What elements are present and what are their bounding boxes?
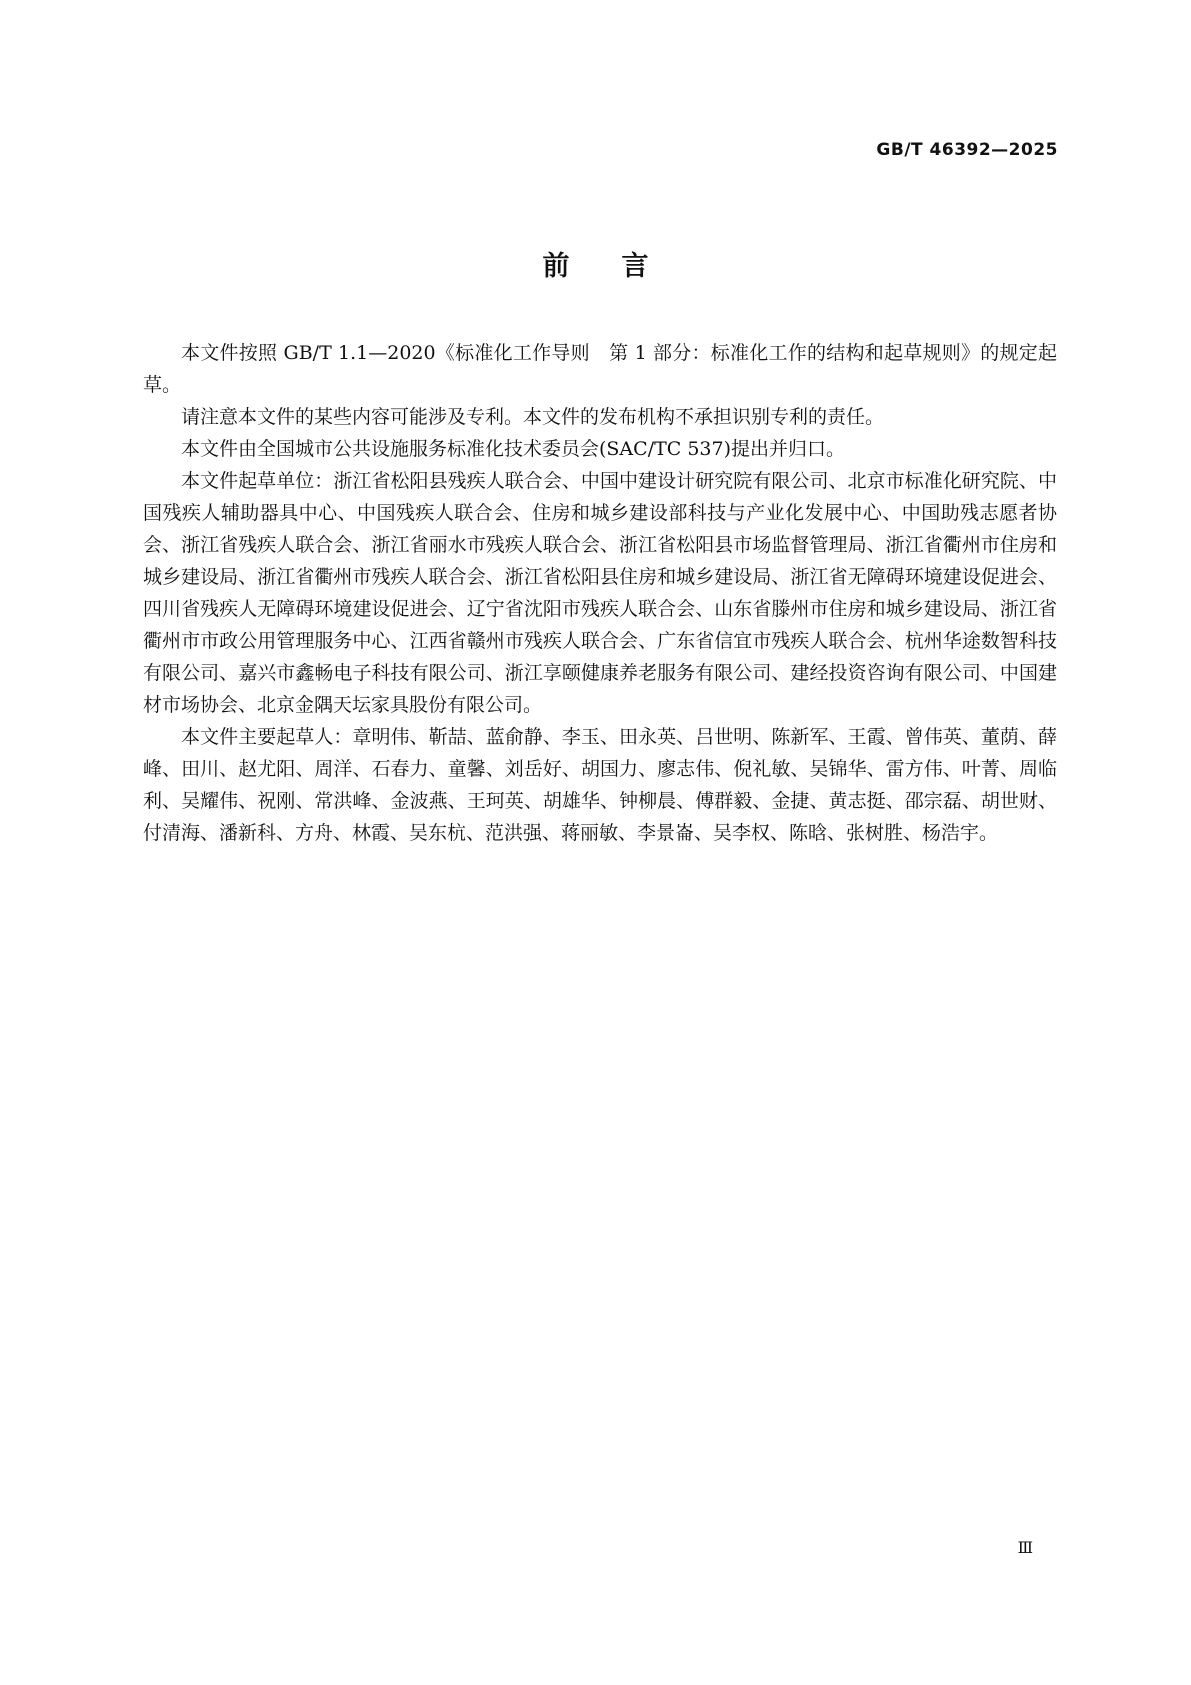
- paragraph-drafting-units: 本文件起草单位：浙江省松阳县残疾人联合会、中国中建设计研究院有限公司、北京市标准化研究院、中国残疾人辅助器具中心、中国残疾人联合会、住房和城乡建设部科技与产业化发展中心、中国助残志愿者协会、浙江省残疾人联合会、浙江省丽水市残疾人联合会、浙江省松阳县市场监督管理局、浙江省衢州市住房和城乡建设局、浙江省衢州市残疾人联合会、浙江省松阳县住房和城乡建设局、浙江省无障碍环境建设促进会、四川省残疾人无障碍环境建设促进会、辽宁省沈阳市残疾人联合会、山东省滕州市住房和城乡建设局、浙江省衢州市市政公用管理服务中心、江西省赣州市残疾人联合会、广东省信宜市残疾人联合会、杭州华途数智科技有限公司、嘉兴市鑫畅电子科技有限公司、浙江享颐健康养老服务有限公司、建经投资咨询有限公司、中国建材市场协会、北京金隅天坛家具股份有限公司。: [143, 470, 1057, 716]
- paragraph-drafters: 本文件主要起草人：章明伟、靳喆、蓝俞静、李玉、田永英、吕世明、陈新军、王霞、曾伟英、董荫、薛峰、田川、赵尤阳、周洋、石春力、童馨、刘岳好、胡国力、廖志伟、倪礼敏、吴锦华、雷方伟、叶菁、周临利、吴耀伟、祝刚、常洪峰、金波燕、王珂英、胡雄华、钟柳晨、傅群毅、金捷、黄志挺、邵宗磊、胡世财、付清海、潘新科、方舟、林霞、吴东杭、范洪强、蒋丽敏、李景崙、吴李权、陈晗、张树胜、杨浩宇。: [143, 726, 1057, 844]
- standard-number: GB/T 46392—2025: [876, 140, 1058, 160]
- paragraph-patent-notice: 请注意本文件的某些内容可能涉及专利。本文件的发布机构不承担识别专利的责任。: [181, 406, 885, 428]
- page-number: Ⅲ: [1017, 1538, 1033, 1557]
- foreword-body: [143, 337, 1057, 849]
- page-title: 前言: [542, 251, 701, 282]
- paragraph-drafting-rules: 本文件按照 GB/T 1.1—2020《标准化工作导则 第 1 部分：标准化工作的结构和起草规则》的规定起草。: [143, 342, 1057, 396]
- paragraph-proposer: 本文件由全国城市公共设施服务标准化技术委员会(SAC/TC 537)提出并归口。: [181, 438, 846, 460]
